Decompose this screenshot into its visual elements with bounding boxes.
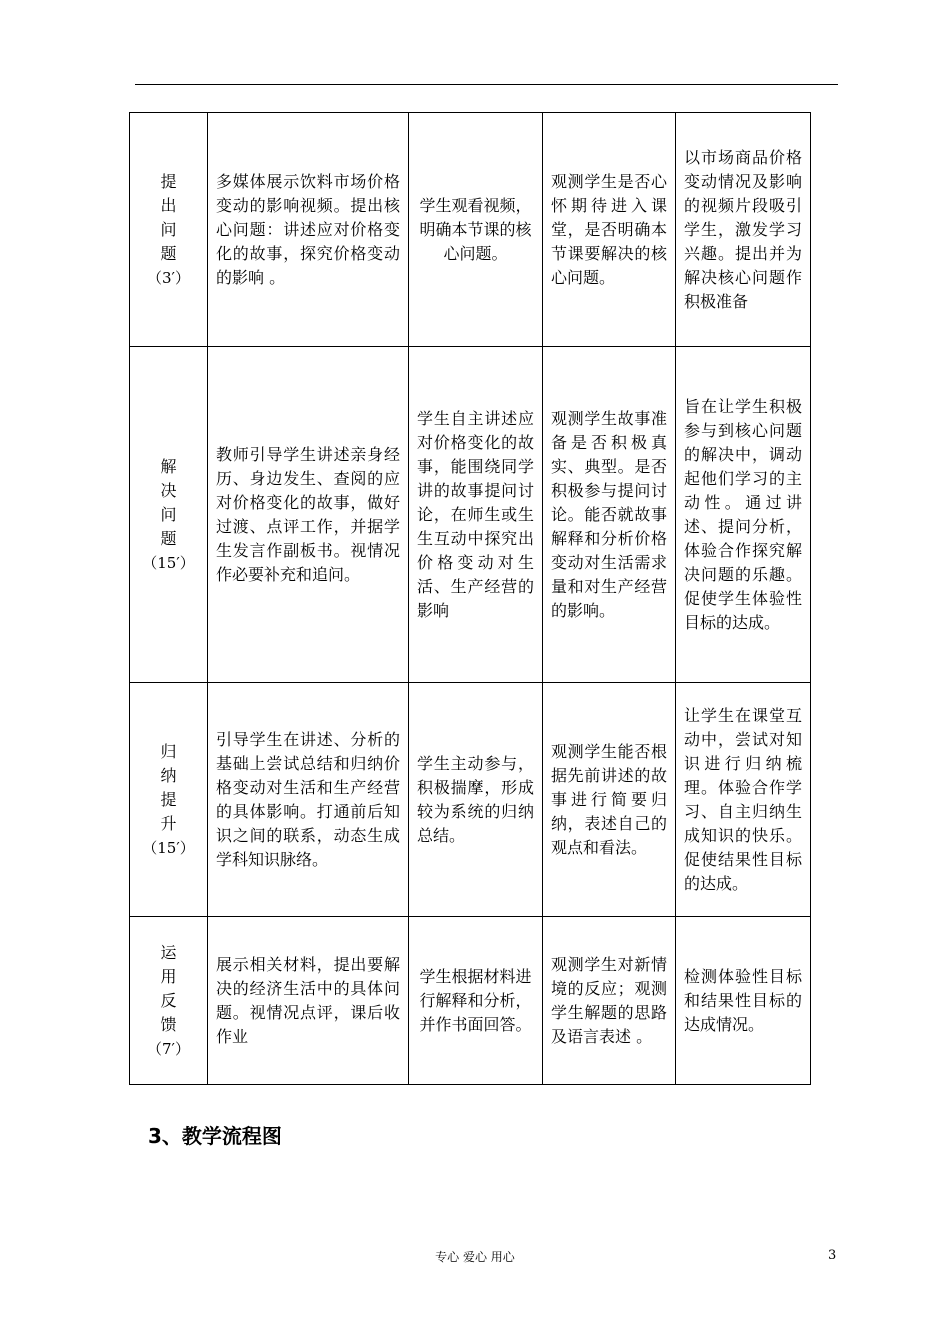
- assessment-cell: 观测学生是否心怀期待进入课堂，是否明确本节课要解决的核心问题。: [543, 113, 676, 347]
- table-row: [130, 917, 811, 1085]
- design-intent-cell: 检测体验性目标和结果性目标的达成情况。: [676, 917, 811, 1085]
- student-activity-cell: 学生观看视频，明确本节课的核心问题。: [409, 113, 543, 347]
- stage-name: 解决问题: [160, 456, 177, 548]
- student-activity-cell: 学生自主讲述应对价格变化的故事，能围绕同学讲的故事提问讨论，在师生或生生互动中探究出价格变动对生活、生产经营的影响: [409, 347, 543, 683]
- student-activity-cell: 学生根据材料进行解释和分析，并作书面回答。: [409, 917, 543, 1085]
- page-number: 3: [828, 1248, 837, 1263]
- section-heading: 3、教学流程图: [148, 1124, 282, 1148]
- lesson-plan-table: [129, 112, 811, 1085]
- stage-cell: [130, 347, 208, 683]
- stage-time: （15′）: [142, 553, 195, 572]
- stage-time: （15′）: [142, 838, 195, 857]
- stage-time: （3′）: [147, 268, 190, 287]
- stage-time: （7′）: [147, 1039, 190, 1058]
- assessment-cell: 观测学生故事准备是否积极真实、典型。是否积极参与提问讨论。能否就故事解释和分析价格变动对生活需求量和对生产经营的影响。: [543, 347, 676, 683]
- header-rule: [135, 84, 838, 85]
- assessment-cell: 观测学生对新情境的反应；观测学生解题的思路及语言表述 。: [543, 917, 676, 1085]
- table-row: [130, 683, 811, 917]
- table-row: [130, 113, 811, 347]
- table-row: [130, 347, 811, 683]
- teacher-activity-cell: 多媒体展示饮料市场价格变动的影响视频。提出核心问题：讲述应对价格变化的故事，探究价格变动的影响 。: [208, 113, 409, 347]
- stage-cell: [130, 113, 208, 347]
- design-intent-cell: 以市场商品价格变动情况及影响的视频片段吸引学生，激发学习兴趣。提出并为解决核心问题作积极准备: [676, 113, 811, 347]
- stage-name: 提出问题: [160, 171, 177, 263]
- teacher-activity-cell: 展示相关材料，提出要解决的经济生活中的具体问题。视情况点评，课后收作业: [208, 917, 409, 1085]
- design-intent-cell: 旨在让学生积极参与到核心问题的解决中，调动起他们学习的主动性。通过讲述、提问分析，体验合作探究解决问题的乐趣。促使学生体验性目标的达成。: [676, 347, 811, 683]
- stage-cell: [130, 917, 208, 1085]
- teacher-activity-cell: 教师引导学生讲述亲身经历、身边发生、查阅的应对价格变化的故事，做好过渡、点评工作，并据学生发言作副板书。视情况作必要补充和追问。: [208, 347, 409, 683]
- assessment-cell: 观测学生能否根据先前讲述的故事进行简要归纳，表述自己的观点和看法。: [543, 683, 676, 917]
- stage-cell: [130, 683, 208, 917]
- teacher-activity-cell: 引导学生在讲述、分析的基础上尝试总结和归纳价格变动对生活和生产经营的具体影响。打通前后知识之间的联系，动态生成学科知识脉络。: [208, 683, 409, 917]
- footer-slogan: 专心 爱心 用心: [435, 1250, 515, 1264]
- stage-name: 归纳提升: [160, 741, 177, 833]
- design-intent-cell: 让学生在课堂互动中，尝试对知识进行归纳梳理。体验合作学习、自主归纳生成知识的快乐。促使结果性目标的达成。: [676, 683, 811, 917]
- stage-name: 运用反馈: [160, 942, 177, 1034]
- student-activity-cell: 学生主动参与，积极揣摩，形成较为系统的归纳总结。: [409, 683, 543, 917]
